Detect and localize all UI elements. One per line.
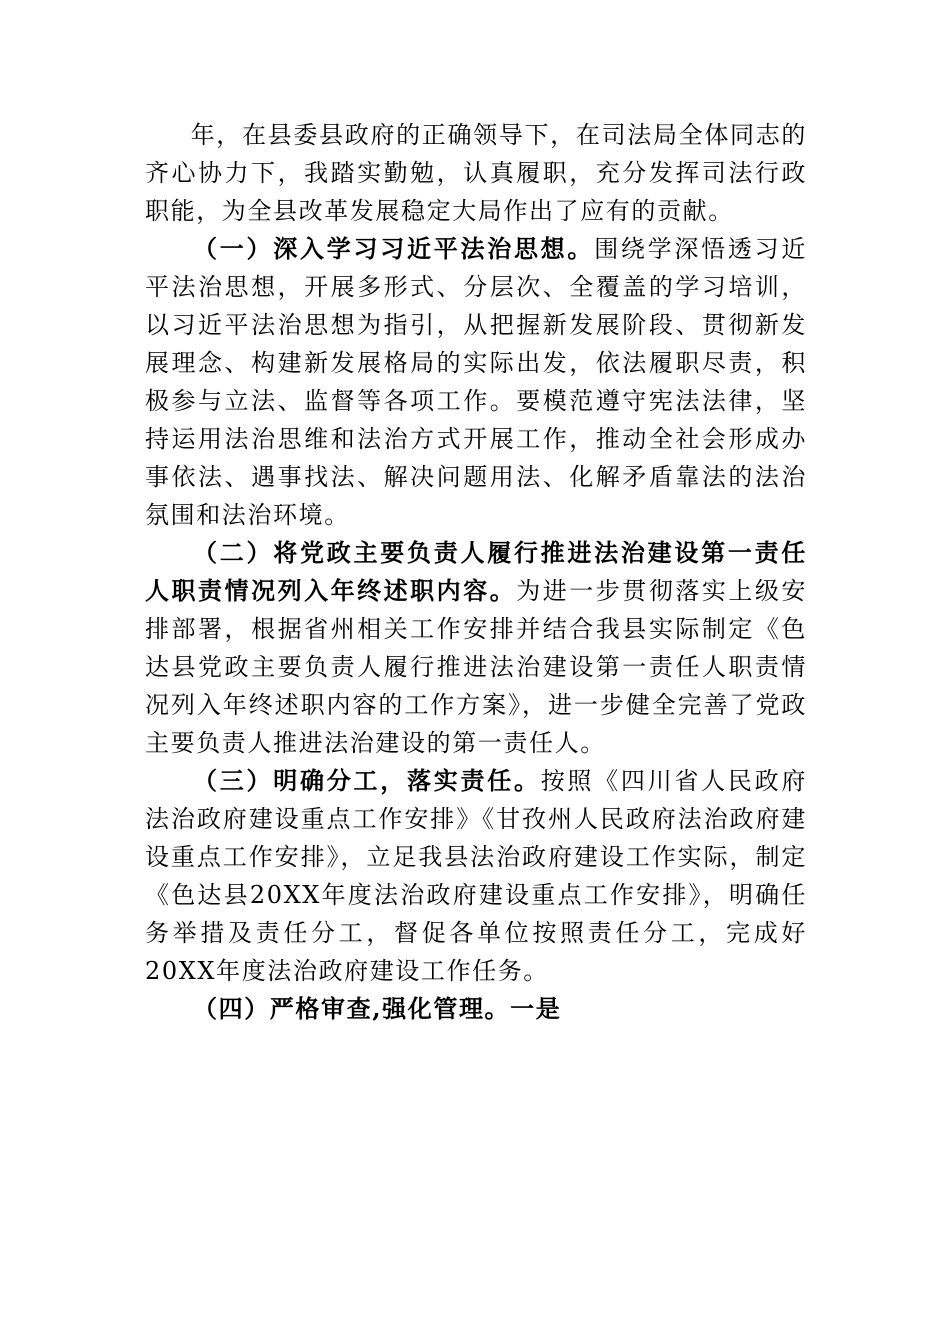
paragraph-body: 为进一步贯彻落实上级安排部署，根据省州相关工作安排并结合我县实际制定《色达县党政主要负责人履行推进法治建设第一责任人职责情况列入年终述职内容的工作方案》，进一步健全完善了党政主要负责人推进法治建设的第一责任人。 <box>145 577 807 757</box>
paragraph-section-1 <box>145 230 807 534</box>
paragraph-section-4 <box>145 990 807 1028</box>
paragraph-intro <box>145 116 807 230</box>
paragraph-body: 按照《四川省人民政府法治政府建设重点工作安排》《甘孜州人民政府法治政府建设重点工作安排》，立足我县法治政府建设工作实际，制定《色达县20XX年度法治政府建设重点工作安排》，明确任务举措及责任分工，督促各单位按照责任分工，完成好20XX年度法治政府建设工作任务。 <box>145 767 807 985</box>
paragraph-body: 围绕学深悟透习近平法治思想，开展多形式、分层次、全覆盖的学习培训，以习近平法治思想为指引，从把握新发展阶段、贯彻新发展理念、构建新发展格局的实际出发，依法履职尽责，积极参与立法、监督等各项工作。要模范遵守宪法法律，坚持运用法治思维和法治方式开展工作，推动全社会形成办事依法、遇事找法、解决问题用法、化解矛盾靠法的法治氛围和法治环境。 <box>145 235 808 529</box>
document-page <box>145 116 807 1028</box>
paragraph-section-3 <box>145 762 807 990</box>
paragraph-heading: （四）严格审查,强化管理。一是 <box>193 994 562 1023</box>
paragraph-body: 年，在县委县政府的正确领导下，在司法局全体同志的齐心协力下，我踏实勤勉，认真履职，充分发挥司法行政职能，为全县改革发展稳定大局作出了应有的贡献。 <box>145 121 807 225</box>
paragraph-heading: （一）深入学习习近平法治思想。 <box>193 234 595 263</box>
paragraph-section-2 <box>145 534 807 762</box>
paragraph-heading: （二）将党政主要负责人履行推进法治建设第一责任人职责情况列入年终述职内容。 <box>145 538 807 605</box>
paragraph-heading: （三）明确分工，落实责任。 <box>193 766 541 795</box>
